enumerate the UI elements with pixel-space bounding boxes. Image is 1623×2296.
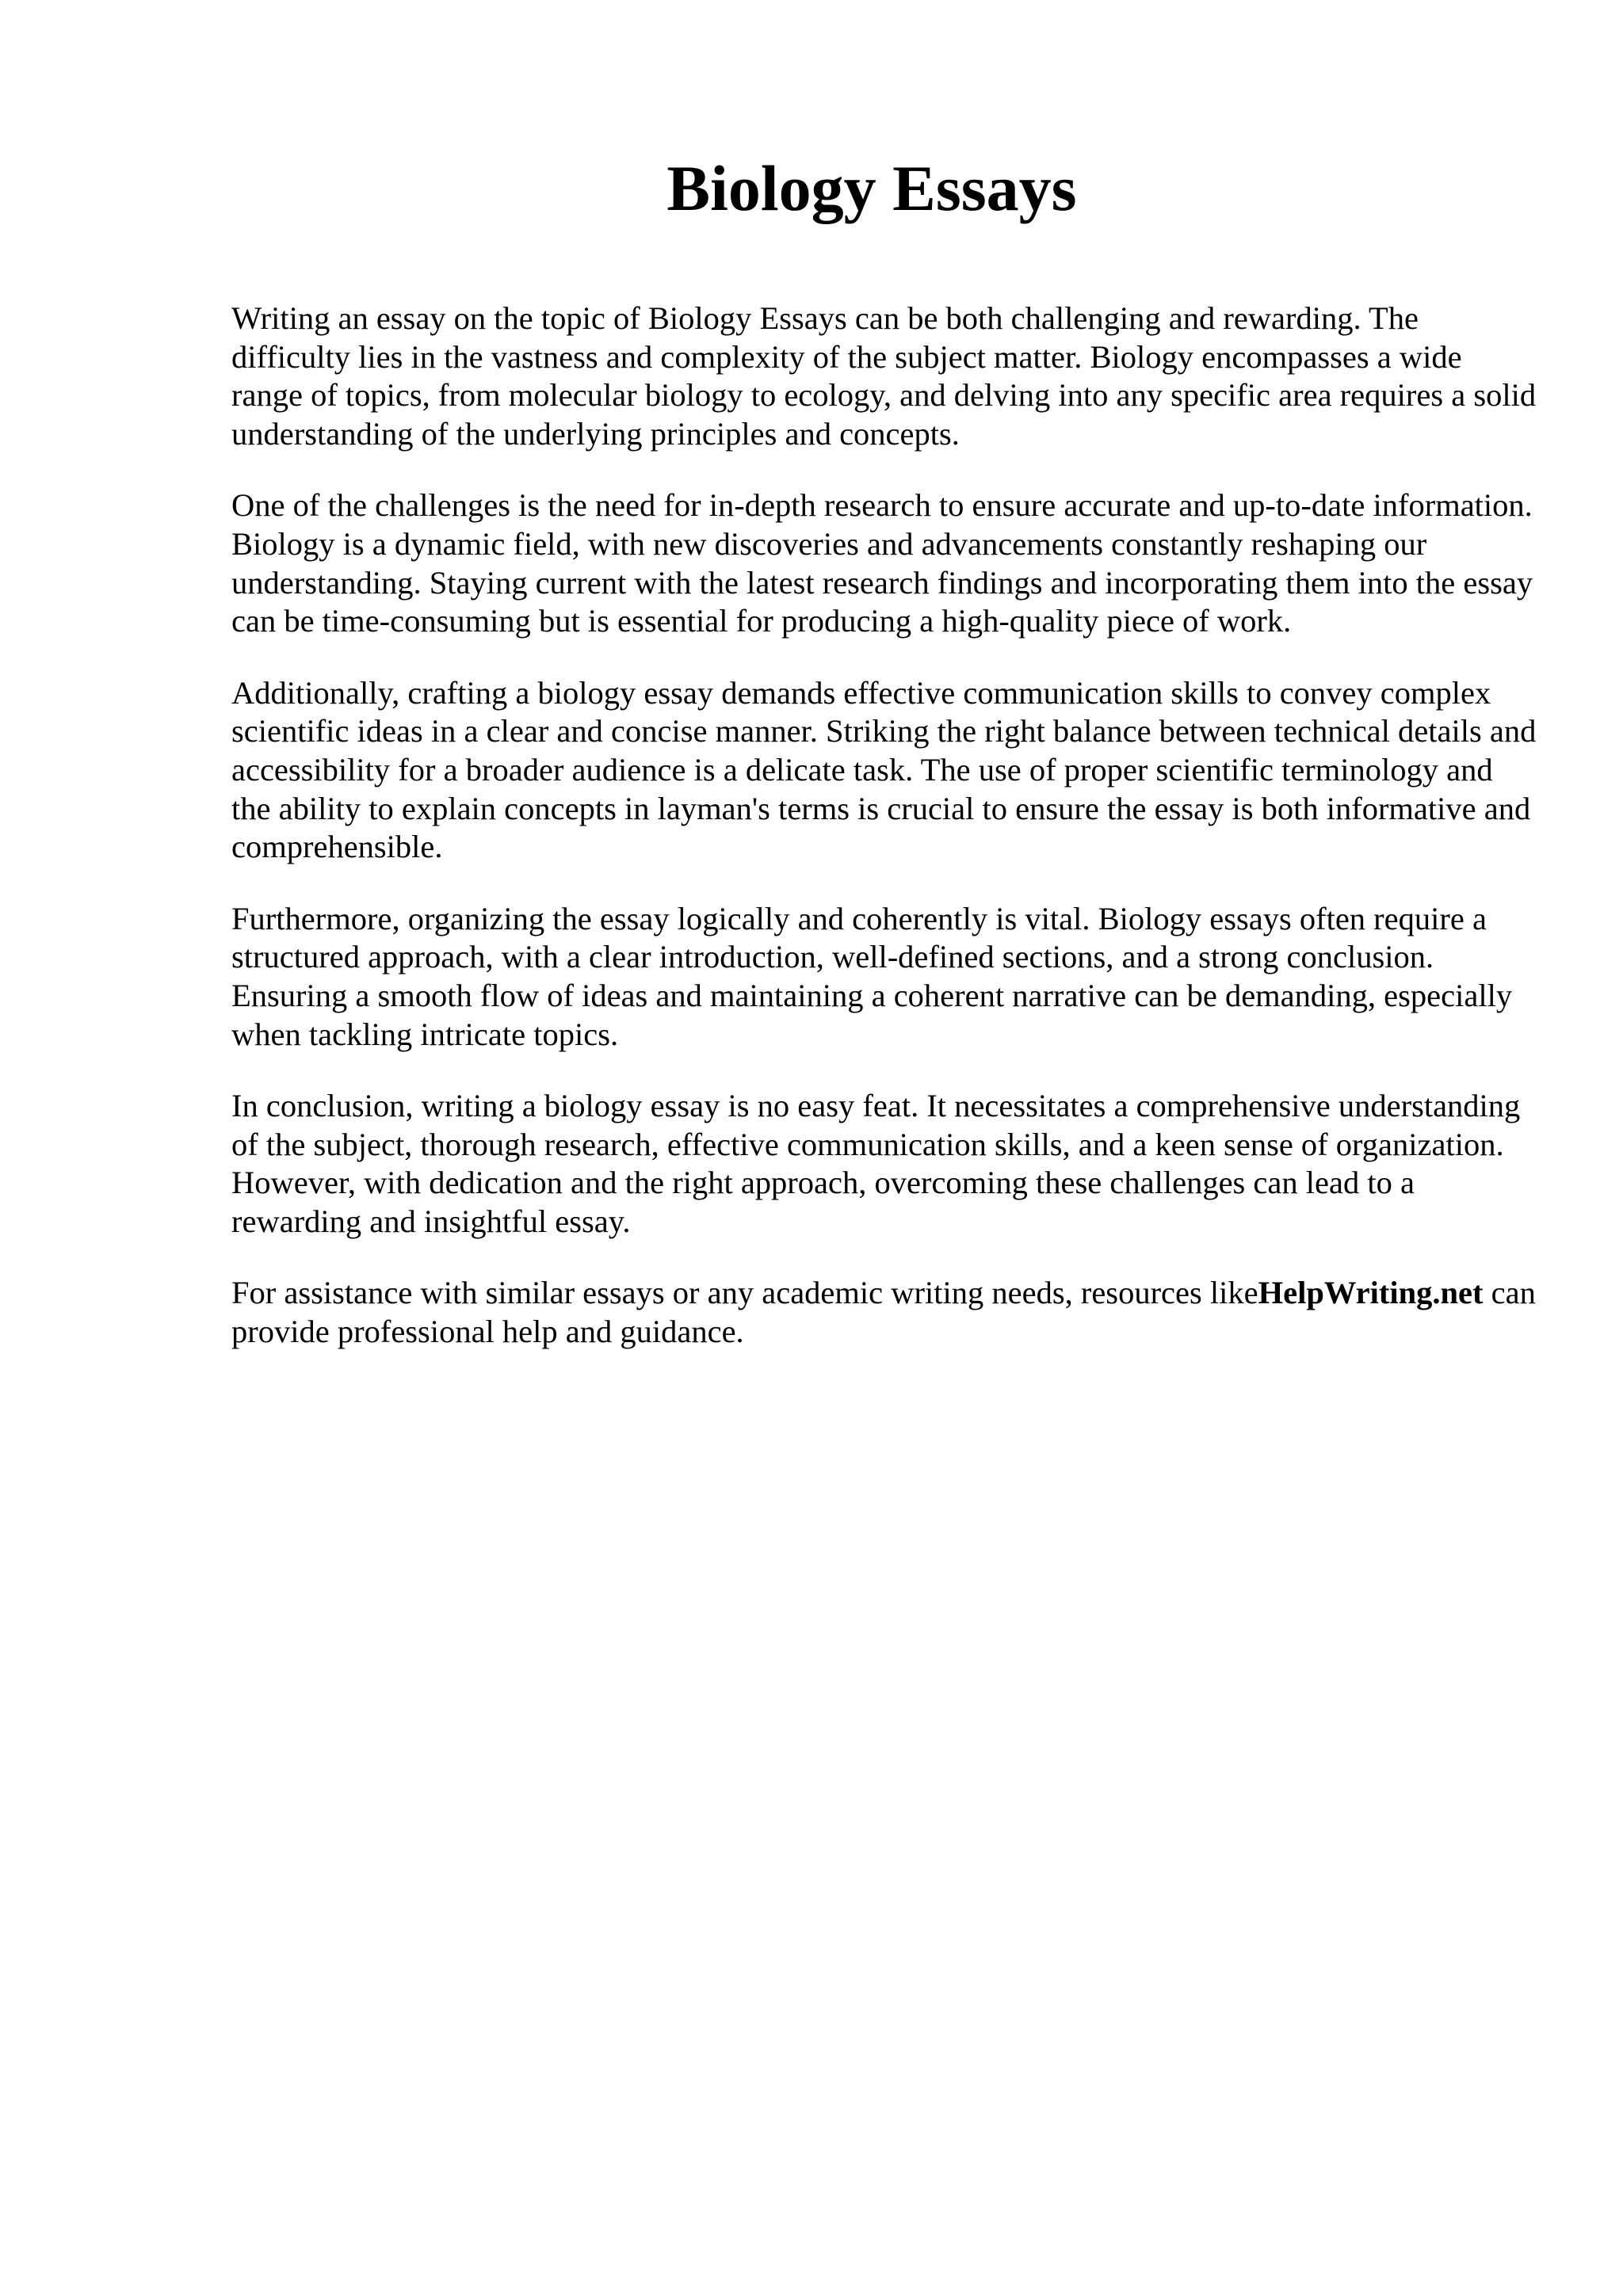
document-body: [231, 299, 1539, 1385]
paragraph-2: One of the challenges is the need for in-depth research to ensure accurate and up-to-date information. Biology is a dynamic field, with new discoveries and advancements constantly reshaping our understanding. Staying current with the latest research findings and incorporating them into the essay can be time-consuming but is essential for producing a high-quality piece of work.: [231, 487, 1533, 639]
brand-name: HelpWriting.net: [1258, 1275, 1484, 1311]
paragraph-4: Furthermore, organizing the essay logically and coherently is vital. Biology essays often require a structured approach, with a clear introduction, well-defined sections, and a strong conclusion. Ensuring a smooth flow of ideas and maintaining a coherent narrative can be demanding, especially when tackling intricate topics.: [231, 900, 1513, 1052]
paragraph-1: Writing an essay on the topic of Biology Essays can be both challenging and rewarding. The difficulty lies in the vastness and complexity of the subject matter. Biology encompasses a wide range of topics, from molecular biology to ecology, and delving into any specific area requires a solid understanding of the underlying principles and concepts.: [231, 300, 1537, 452]
closing-text-before: For assistance with similar essays or any academic writing needs, resources like: [231, 1275, 1258, 1311]
paragraph-3: Additionally, crafting a biology essay demands effective communication skills to convey complex scientific ideas in a clear and concise manner. Striking the right balance between technical details and accessibility for a broader audience is a delicate task. The use of proper scientific terminology and the ability to explain concepts in layman's terms is crucial to ensure the essay is both informative and comprehensible.: [231, 674, 1537, 865]
closing-paragraph: [231, 1274, 1539, 1351]
document-title: Biology Essays: [666, 152, 1077, 224]
closing-text-after: can provide professional help and guidance.: [231, 1275, 1536, 1350]
paragraph-5: In conclusion, writing a biology essay is no easy feat. It necessitates a comprehensive understanding of the subject, thorough research, effective communication skills, and a keen sense of organization. However, with dedication and the right approach, overcoming these challenges can lead to a rewarding and insightful essay.: [231, 1088, 1521, 1239]
